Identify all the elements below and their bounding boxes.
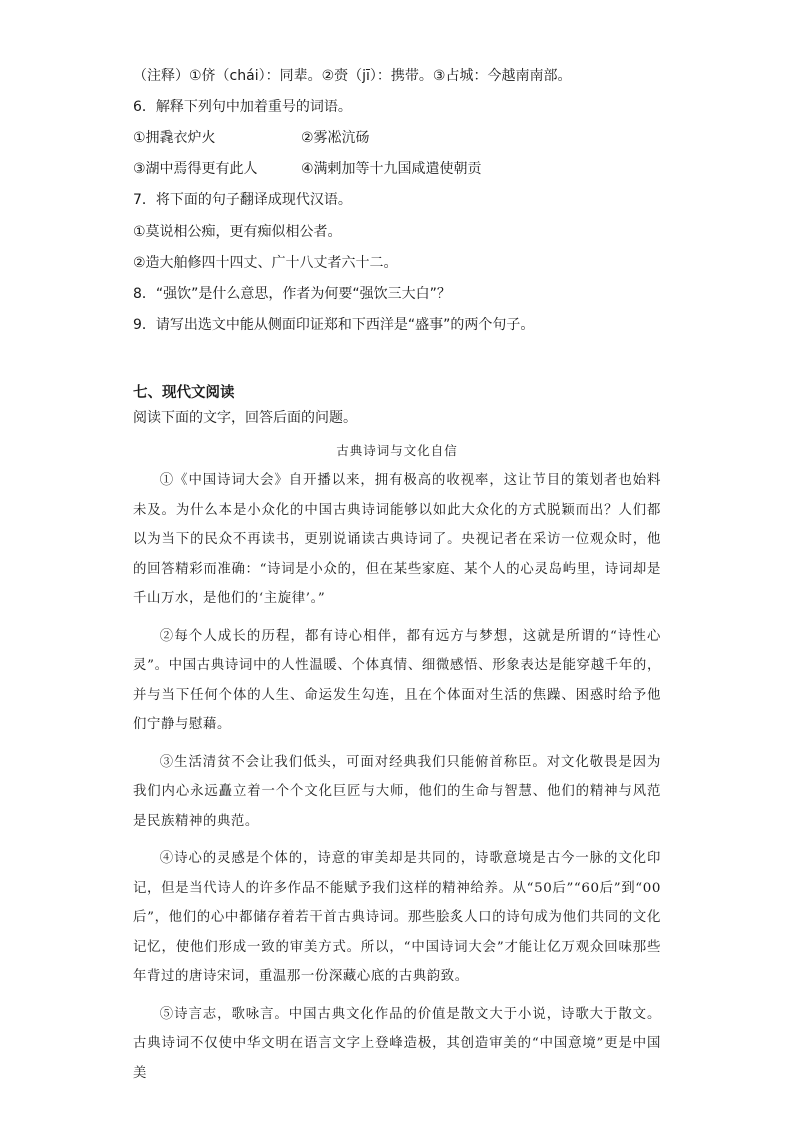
question-6-item-3: ③湖中焉得更有此人 <box>133 161 258 177</box>
article-paragraph-5: ⑤诗言志，歌咏言。中国古典文化作品的价值是散文大于小说，诗歌大于散文。古典诗词不仅使中华文明在语言文字上登峰造极，其创造审美的“中国意境”更是中国美 <box>133 1006 661 1081</box>
section-title: 七、现代文阅读 <box>133 385 235 401</box>
question-8: 8．“强饮”是什么意思，作者为何要“强饮三大白”？ <box>133 286 451 302</box>
question-6-item-4: ④满剌加等十九国咸遣使朝贡 <box>301 161 482 177</box>
question-9: 9．请写出选文中能从侧面印证郑和下西洋是“盛事”的两个句子。 <box>133 317 535 333</box>
question-7-item-2: ②造大舶修四十四丈、广十八丈者六十二。 <box>133 255 398 271</box>
article-paragraph-1: ①《中国诗词大会》自开播以来，拥有极高的收视率，这让节目的策划者也始料未及。为什么本是小众化的中国古典诗词能够以如此大众化的方式脱颖而出？人们都以为当下的民众不再读书，更别说诵读古典诗词了。央视记者在采访一位观众时，他的回答精彩而准确：“诗词是小众的，但在某些家庭、某个人的心灵岛屿里，诗词却是千山万水，是他们的‘主旋律’。” <box>133 473 661 606</box>
article-paragraph-4: ④诗心的灵感是个体的，诗意的审美却是共同的，诗歌意境是古今一脉的文化印记，但是当代诗人的许多作品不能赋予我们这样的精神给养。从“50后”“60后”到“00后”，他们的心中都储存着若干首古典诗词。那些脍炙人口的诗句成为他们共同的文化记忆，使他们形成一致的审美方式。所以，“中国诗词大会”才能让亿万观众回味那些年背过的唐诗宋词，重温那一份深藏心底的古典韵致。 <box>133 851 661 984</box>
article-paragraph-2: ②每个人成长的历程，都有诗心相伴，都有远方与梦想，这就是所谓的“诗性心灵”。中国古典诗词中的人性温暖、个体真情、细微感悟、形象表达是能穿越千年的，并与当下任何个体的人生、命运发生勾连，且在个体面对生活的焦躁、困惑时给予他们宁静与慰藉。 <box>133 628 661 732</box>
question-6: 6．解释下列句中加着重号的词语。 <box>133 99 352 115</box>
question-6-item-2: ②雾凇沆砀 <box>301 130 370 146</box>
annotation-note: （注释）①侪（chái）：同辈。②赍（jī）：携带。③占城：今越南南部。 <box>133 68 572 84</box>
article-body <box>133 466 661 1096</box>
article-paragraph-3: ③生活清贫不会让我们低头，可面对经典我们只能俯首称臣。对文化敬畏是因为我们内心永远矗立着一个个文化巨匠与大师，他们的生命与智慧、他们的精神与风范是民族精神的典范。 <box>133 754 661 829</box>
question-7: 7．将下面的句子翻译成现代汉语。 <box>133 192 352 208</box>
question-7-item-1: ①莫说相公痴，更有痴似相公者。 <box>133 224 342 240</box>
section-instruction: 阅读下面的文字，回答后面的问题。 <box>133 410 357 426</box>
article-title: 古典诗词与文化自信 <box>336 443 458 458</box>
question-6-item-1: ①拥毳衣炉火 <box>133 130 216 146</box>
